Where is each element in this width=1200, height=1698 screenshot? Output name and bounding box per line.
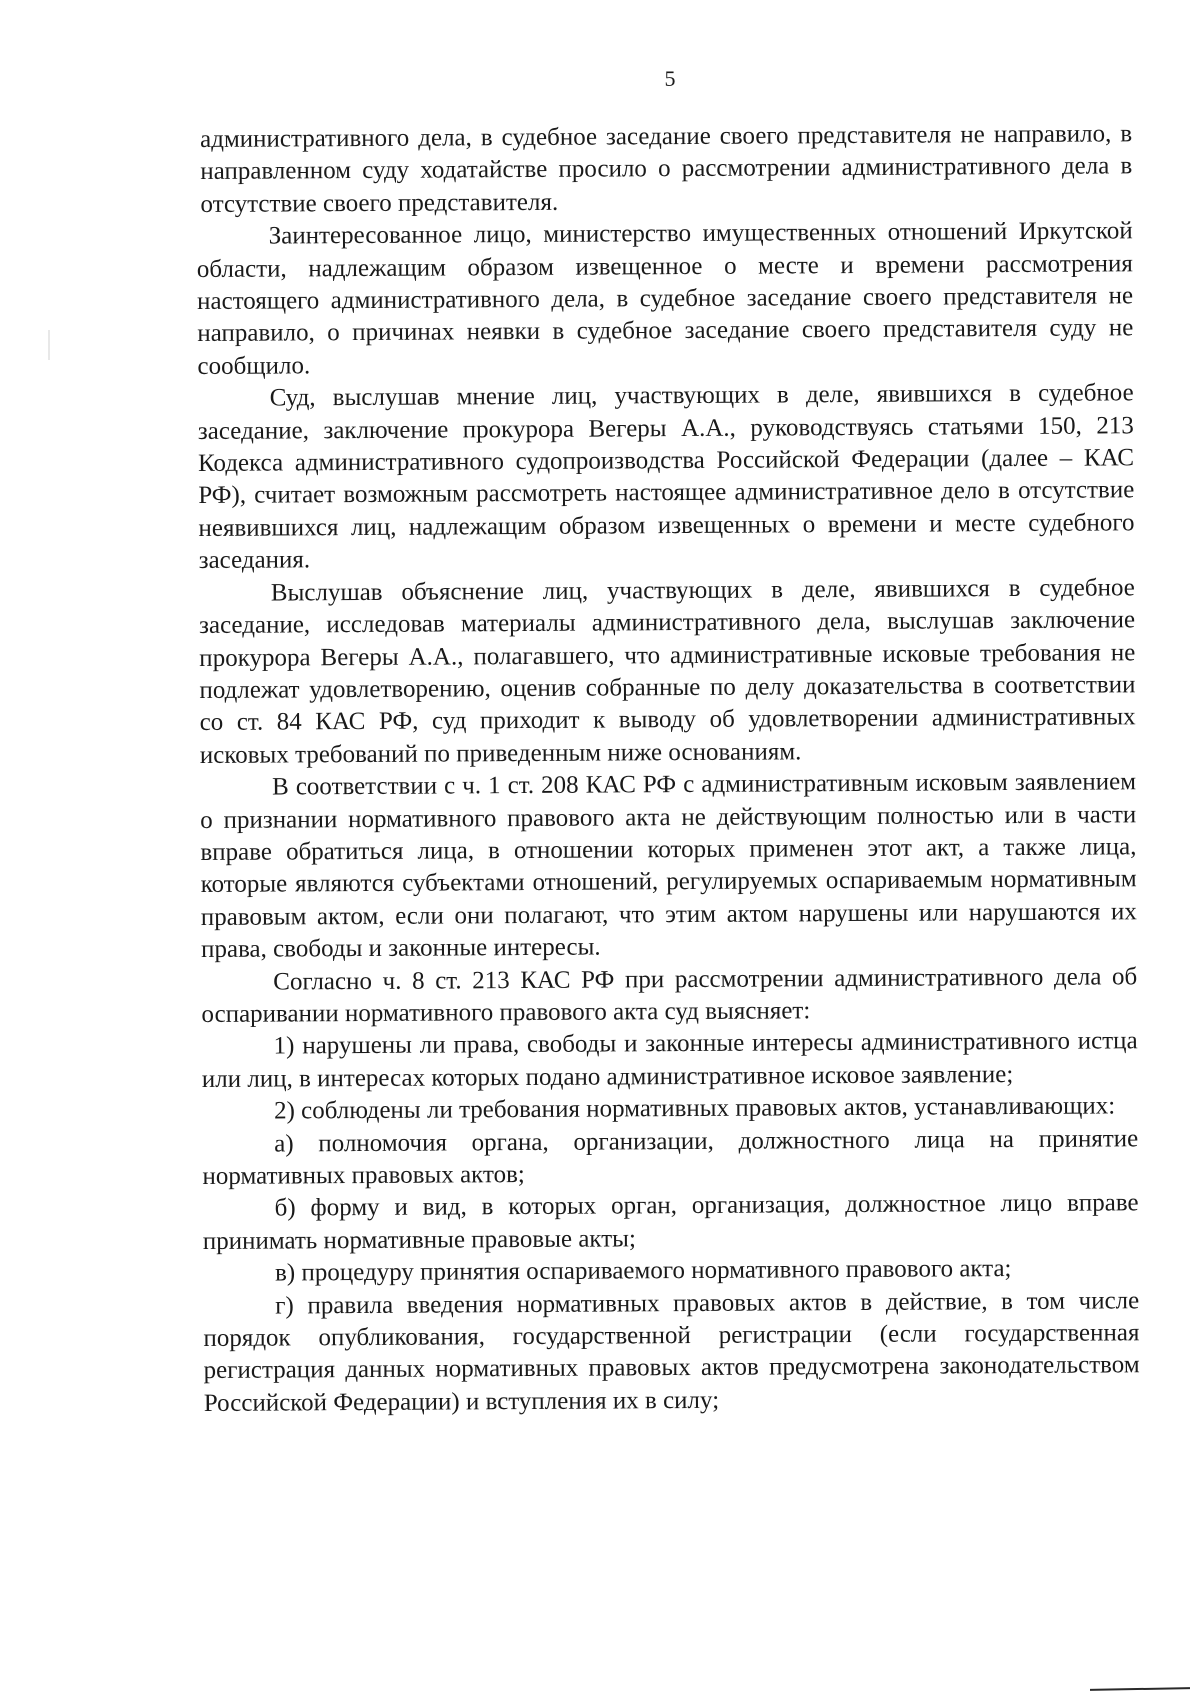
paragraph: Выслушав объяснение лиц, участвующих в деле, явившихся в судебное заседание, исследовав материалы административного дела, выслушав заключение прокурора Вегеры А.А., полагавшего, что административные исковые требования не подлежат удовлетворению, оценив собранные по делу доказательства в соответствии со ст. 84 КАС РФ, суд приходит к выводу об удовлетворении административных исковых требований по приведенным ниже основаниям. <box>198 573 1136 769</box>
paragraph: Заинтересованное лицо, министерство имущественных отношений Иркутской области, надлежащим образом извещенное о месте и времени рассмотрения настоящего административного дела, в судебное заседание своего представителя не направило, о причинах неявки в судебное заседание своего представителя суду не сообщило. <box>196 217 1134 380</box>
page-number: 5 <box>664 66 676 91</box>
paragraph: административного дела, в судебное заседание своего представителя не направило, в направленном суду ходатайстве просило о рассмотрении административного дела в отсутствие своего представителя. <box>200 120 1133 218</box>
list-item: 1) нарушены ли права, свободы и законные интересы административного истца или лиц, в интересах которых подано административное исковое заявление; <box>201 1027 1138 1093</box>
scan-artifact <box>48 330 50 360</box>
list-item: г) правила введения нормативных правовых актов в действие, в том числе порядок опубликования, государственной регистрации (если государственная регистрация данных нормативных правовых актов предусмотрена законодательством Российской Федерации) и вступления их в силу; <box>203 1286 1140 1417</box>
list-item: а) полномочия органа, организации, должностного лица на принятие нормативных правовых актов; <box>202 1124 1139 1190</box>
list-item: в) процедуру принятия оспариваемого нормативного правового акта; <box>274 1255 1012 1287</box>
list-item: 2) соблюдены ли требования нормативных правовых актов, устанавливающих: <box>273 1092 1116 1125</box>
paragraph: В соответствии с ч. 1 ст. 208 КАС РФ с административным исковым заявлением о признании нормативного правового акта не действующим полностью или в части вправе обратиться лица, в отношении которых применен этот акт, а также лица, которые являются субъектами отношений, регулируемых оспариваемым нормативным правовым актом, если они полагают, что этим актом нарушены или нарушаются их права, свободы и законные интересы. <box>200 768 1137 964</box>
document-body <box>196 118 1140 1420</box>
paragraph: Суд, выслушав мнение лиц, участвующих в деле, явившихся в судебное заседание, заключение прокурора Вегеры А.А., руководствуясь статьями 150, 213 Кодекса административного судопроизводства Российской Федерации (далее – КАС РФ), считает возможным рассмотреть настоящее административное дело в отсутствие неявившихся лиц, надлежащим образом извещенных о времени и месте судебного заседания. <box>197 379 1135 575</box>
scan-artifact-line <box>1090 1687 1190 1691</box>
paragraph: Согласно ч. 8 ст. 213 КАС РФ при рассмотрении административного дела об оспаривании нормативного правового акта суд выясняет: <box>201 962 1138 1028</box>
list-item: б) форму и вид, в которых орган, организация, должностное лицо вправе принимать нормативные правовые акты; <box>202 1189 1139 1255</box>
